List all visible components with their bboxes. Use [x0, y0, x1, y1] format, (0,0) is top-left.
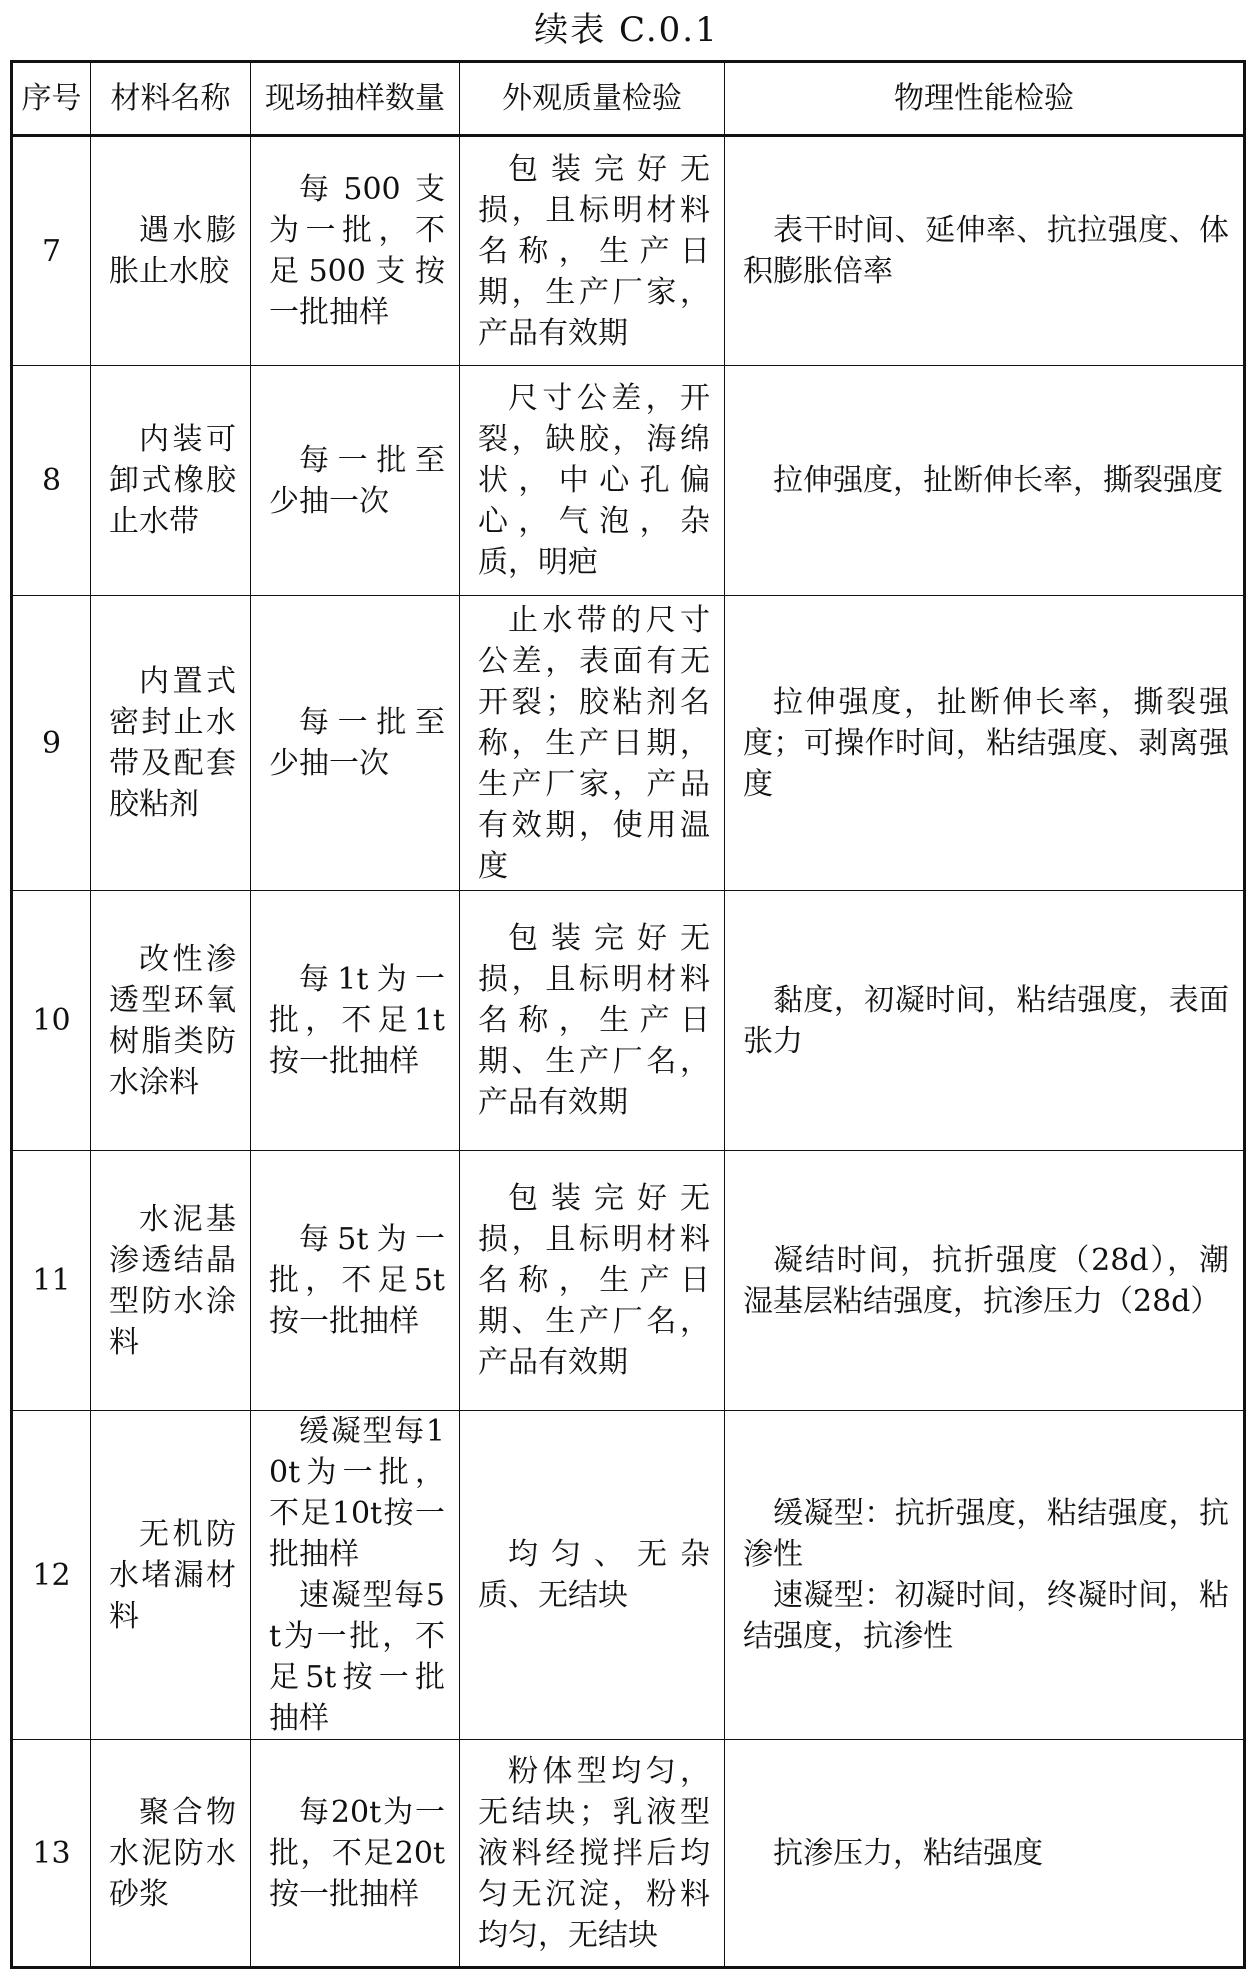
- sampling-quantity-text: 每5t为一批，不足5t按一批抽样: [269, 1222, 445, 1339]
- appearance-inspection-cell: [460, 366, 725, 596]
- table-caption: 续表 C.0.1: [534, 10, 719, 50]
- physical-inspection-cell: [725, 366, 1245, 596]
- physical-inspection-text: 拉伸强度，扯断伸长率，撕裂强度；可操作时间，粘结强度、剥离强度: [743, 684, 1229, 802]
- physical-inspection-text: 速凝型：初凝时间，终凝时间，粘结强度，抗渗性: [743, 1578, 1229, 1654]
- table-header-row: [12, 62, 1245, 136]
- table-row: [12, 366, 1245, 596]
- row-number-cell: 9: [12, 596, 91, 891]
- physical-inspection-text: 抗渗压力，粘结强度: [773, 1835, 1043, 1871]
- table-row: [12, 136, 1245, 366]
- sampling-quantity-text: 每1t为一批，不足1t按一批抽样: [269, 962, 445, 1079]
- appearance-inspection-text: 均匀、无杂质、无结块: [478, 1537, 710, 1613]
- sampling-quantity-text: 每一批至少抽一次: [269, 705, 445, 781]
- sampling-quantity-cell: [251, 1151, 460, 1411]
- material-name-cell: [91, 366, 251, 596]
- inspection-table: [10, 60, 1246, 1969]
- sampling-quantity-text: 速凝型每5t为一批，不足5t按一批抽样: [269, 1578, 445, 1736]
- appearance-inspection-cell: [460, 596, 725, 891]
- row-number-cell: 11: [12, 1151, 91, 1411]
- table-row: [12, 891, 1245, 1151]
- physical-inspection-cell: [725, 596, 1245, 891]
- sampling-quantity-cell: [251, 891, 460, 1151]
- appearance-inspection-text: 包装完好无损，且标明材料名称，生产日期、生产厂名，产品有效期: [478, 1181, 710, 1380]
- header-no: 序号: [12, 62, 91, 136]
- header-sampling-quantity: 现场抽样数量: [251, 62, 460, 136]
- row-number-cell: 13: [12, 1740, 91, 1968]
- appearance-inspection-cell: [460, 1411, 725, 1740]
- sampling-quantity-text: 缓凝型每10t为一批，不足10t按一批抽样: [269, 1414, 445, 1572]
- physical-inspection-cell: [725, 1151, 1245, 1411]
- appearance-inspection-text: 尺寸公差，开裂，缺胶，海绵状，中心孔偏心，气泡，杂质，明疤: [478, 381, 710, 580]
- appearance-inspection-cell: [460, 891, 725, 1151]
- material-name: 无机防水堵漏材料: [109, 1516, 236, 1634]
- sampling-quantity-cell: [251, 366, 460, 596]
- appearance-inspection-cell: [460, 1151, 725, 1411]
- row-number-cell: 12: [12, 1411, 91, 1740]
- table-row: [12, 1740, 1245, 1968]
- material-name-cell: [91, 891, 251, 1151]
- table-row: [12, 1411, 1245, 1740]
- material-name: 聚合物水泥防水砂浆: [109, 1794, 236, 1912]
- table-body: [12, 136, 1245, 1968]
- material-name-cell: [91, 1740, 251, 1968]
- material-name-cell: [91, 136, 251, 366]
- header-physical-inspection: 物理性能检验: [725, 62, 1245, 136]
- appearance-inspection-cell: [460, 136, 725, 366]
- header-appearance-inspection: 外观质量检验: [460, 62, 725, 136]
- material-name: 内装可卸式橡胶止水带: [109, 422, 236, 539]
- appearance-inspection-text: 粉体型均匀，无结块；乳液型液料经搅拌后均匀无沉淀，粉料均匀，无结块: [478, 1753, 710, 1953]
- physical-inspection-cell: [725, 136, 1245, 366]
- physical-inspection-text: 黏度，初凝时间，粘结强度，表面张力: [743, 982, 1229, 1059]
- header-material-name: 材料名称: [91, 62, 251, 136]
- material-name-cell: [91, 1411, 251, 1740]
- sampling-quantity-cell: [251, 1740, 460, 1968]
- appearance-inspection-cell: [460, 1740, 725, 1968]
- sampling-quantity-text: 每20t为一批，不足20t按一批抽样: [269, 1794, 445, 1912]
- physical-inspection-text: 缓凝型：抗折强度，粘结强度，抗渗性: [743, 1496, 1229, 1572]
- material-name: 遇水膨胀止水胶: [109, 213, 236, 289]
- table-row: [12, 596, 1245, 891]
- sampling-quantity-cell: [251, 136, 460, 366]
- material-name: 水泥基渗透结晶型防水涂料: [109, 1201, 236, 1360]
- material-name: 内置式密封止水带及配套胶粘剂: [109, 664, 236, 822]
- material-name: 改性渗透型环氧树脂类防水涂料: [109, 941, 236, 1100]
- table-row: [12, 1151, 1245, 1411]
- sampling-quantity-text: 每500支为一批，不足500支按一批抽样: [269, 172, 445, 330]
- sampling-quantity-cell: [251, 1411, 460, 1740]
- appearance-inspection-text: 包装完好无损，且标明材料名称，生产日期，生产厂家，产品有效期: [478, 151, 710, 351]
- row-number-cell: 8: [12, 366, 91, 596]
- appearance-inspection-text: 包装完好无损，且标明材料名称，生产日期、生产厂名，产品有效期: [478, 921, 710, 1120]
- physical-inspection-cell: [725, 1411, 1245, 1740]
- physical-inspection-text: 表干时间、延伸率、抗拉强度、体积膨胀倍率: [743, 213, 1229, 289]
- sampling-quantity-text: 每一批至少抽一次: [269, 442, 445, 519]
- physical-inspection-text: 拉伸强度，扯断伸长率，撕裂强度: [773, 463, 1223, 498]
- row-number-cell: 10: [12, 891, 91, 1151]
- sampling-quantity-cell: [251, 596, 460, 891]
- physical-inspection-cell: [725, 1740, 1245, 1968]
- material-name-cell: [91, 596, 251, 891]
- physical-inspection-cell: [725, 891, 1245, 1151]
- material-name-cell: [91, 1151, 251, 1411]
- appearance-inspection-text: 止水带的尺寸公差，表面有无开裂；胶粘剂名称，生产日期，生产厂家，产品有效期，使用温度: [478, 602, 710, 884]
- row-number-cell: 7: [12, 136, 91, 366]
- physical-inspection-text: 凝结时间，抗折强度（28d），潮湿基层粘结强度，抗渗压力（28d）: [743, 1242, 1229, 1319]
